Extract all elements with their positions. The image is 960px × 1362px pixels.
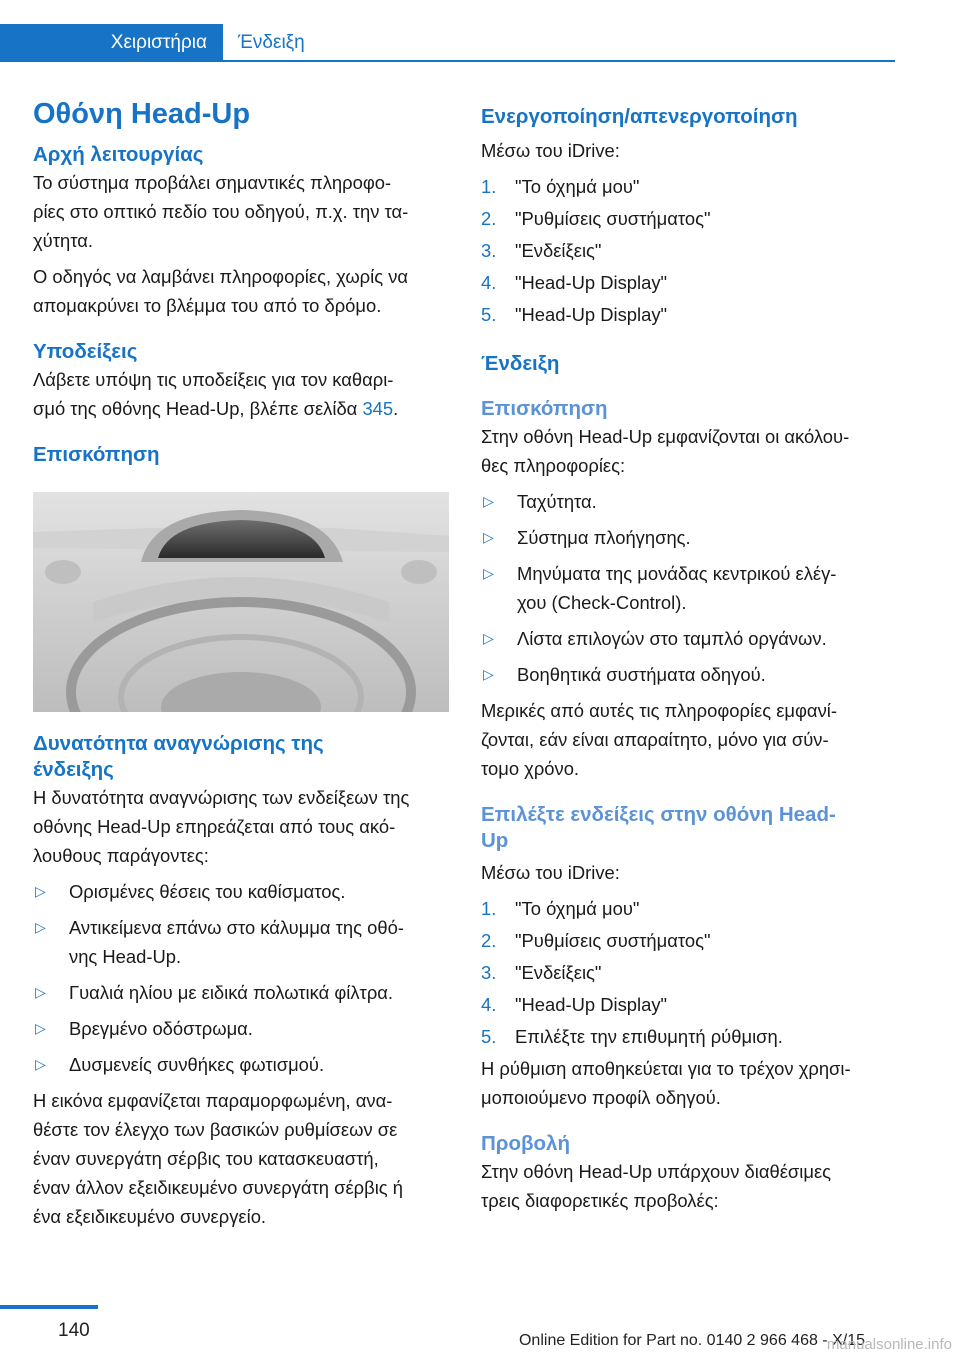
distorted-image-paragraph: Η εικόνα εμφανίζεται παραμορφωμένη, ανα- θέστε τον έλεγχο των βασικών ρυθμίσεων σε έναν συνεργάτη σέρβις του κατασκευαστή, έναν άλλον εξειδικευμένο συνεργάτη σέρβις ή ένα εξειδικευμένο συνεργείο. <box>33 1090 403 1227</box>
notes-heading: Υποδείξεις <box>33 340 138 363</box>
triangle-bullet-icon: ▷ <box>35 883 46 899</box>
triangle-bullet-icon: ▷ <box>35 1056 46 1072</box>
list-item: ▷ Βρεγμένο οδόστρωμα. <box>33 1014 449 1043</box>
visibility-paragraph: Η δυνατότητα αναγνώρισης των ενδείξεων της οθόνης Head-Up επηρεάζεται από τους ακό- λουθους παράγοντες: <box>33 787 410 866</box>
list-item: 1. "Το όχημά μου" <box>481 176 640 197</box>
activate-heading: Ενεργοποίηση/απενεργοποίηση <box>481 105 798 128</box>
visibility-bullet-list <box>33 877 449 1079</box>
tab-display[interactable]: Ένδειξη <box>238 32 305 53</box>
list-item: 5. Επιλέξτε την επιθυμητή ρύθμιση. <box>481 1026 783 1047</box>
triangle-bullet-icon: ▷ <box>483 630 494 646</box>
list-item: ▷ Αντικείμενα επάνω στο κάλυμμα της οθό- νης Head-Up. <box>33 913 449 971</box>
display-info-bullet-list <box>481 487 895 689</box>
dashboard-illustration <box>33 492 449 712</box>
watermark: manualsonline.info <box>826 1336 952 1353</box>
list-item: ▷ Βοηθητικά συστήματα οδηγού. <box>481 660 895 689</box>
footer-divider <box>0 1305 98 1309</box>
list-item: ▷ Ορισμένες θέσεις του καθίσματος. <box>33 877 449 906</box>
left-column <box>33 96 449 1231</box>
header-divider <box>223 60 895 62</box>
page-title: Οθόνη Head-Up <box>33 98 251 130</box>
triangle-bullet-icon: ▷ <box>35 1020 46 1036</box>
list-item: 2. "Ρυθμίσεις συστήματος" <box>481 930 711 951</box>
list-item: 5. "Head-Up Display" <box>481 304 668 325</box>
list-item: ▷ Λίστα επιλογών στο ταμπλό οργάνων. <box>481 624 895 653</box>
selection-steps <box>481 894 895 1051</box>
triangle-bullet-icon: ▷ <box>483 493 494 509</box>
list-item: ▷ Μηνύματα της μονάδας κεντρικού ελέγ- χου (Check-Control). <box>481 559 895 617</box>
page-number: 140 <box>58 1320 90 1341</box>
list-item: 3. "Ενδείξεις" <box>481 962 602 983</box>
some-info-paragraph: Μερικές από αυτές τις πληροφορίες εμφανί- ζονται, εάν είναι απαραίτητο, μόνο για σύν- τομο χρόνο. <box>481 700 837 779</box>
list-item: ▷ Σύστημα πλοήγησης. <box>481 523 895 552</box>
display-overview-paragraph: Στην οθόνη Head-Up εμφανίζονται οι ακόλου- θες πληροφορίες: <box>481 426 850 476</box>
overview-heading: Επισκόπηση <box>33 443 160 466</box>
triangle-bullet-icon: ▷ <box>483 666 494 682</box>
triangle-bullet-icon: ▷ <box>35 984 46 1000</box>
display-overview-heading: Επισκόπηση <box>481 397 608 420</box>
via-idrive-label-2: Μέσω του iDrive: <box>481 862 620 883</box>
principle-paragraph-2: Ο οδηγός να λαμβάνει πληροφορίες, χωρίς να απομακρύνει το βλέμμα του από το δρόμο. <box>33 266 409 316</box>
triangle-bullet-icon: ▷ <box>35 919 46 935</box>
list-item: 3. "Ενδείξεις" <box>481 240 602 261</box>
view-heading: Προβολή <box>481 1132 570 1155</box>
visibility-heading: Δυνατότητα αναγνώρισης της ένδειξης <box>33 732 324 781</box>
list-item: 2. "Ρυθμίσεις συστήματος" <box>481 208 711 229</box>
via-idrive-label: Μέσω του iDrive: <box>481 140 620 161</box>
edition-text: Online Edition for Part no. 0140 2 966 468 - X/15 <box>518 1332 865 1349</box>
tab-controls[interactable]: Χειριστήρια <box>0 24 223 62</box>
list-item: ▷ Δυσμενείς συνθήκες φωτισμού. <box>33 1050 449 1079</box>
view-paragraph: Στην οθόνη Head-Up υπάρχουν διαθέσιμες τρεις διαφορετικές προβολές: <box>481 1161 832 1211</box>
activation-steps <box>481 172 895 329</box>
display-heading: Ένδειξη <box>481 352 560 375</box>
list-item: ▷ Γυαλιά ηλίου με ειδικά πολωτικά φίλτρα. <box>33 978 449 1007</box>
triangle-bullet-icon: ▷ <box>483 565 494 581</box>
head-up-display-photo <box>33 492 449 712</box>
list-item: 4. "Head-Up Display" <box>481 272 668 293</box>
saved-setting-paragraph: Η ρύθμιση αποθηκεύεται για το τρέχον χρησι- μοποιούμενο προφίλ οδηγού. <box>481 1058 851 1108</box>
principle-heading: Αρχή λειτουργίας <box>33 143 204 166</box>
select-displays-heading: Επιλέξτε ενδείξεις στην οθόνη Head- Up <box>481 803 836 852</box>
triangle-bullet-icon: ▷ <box>483 529 494 545</box>
right-column <box>481 96 895 1215</box>
notes-paragraph: Λάβετε υπόψη τις υποδείξεις για τον καθαρι- σμό της οθόνης Head-Up, βλέπε σελίδα 345. <box>33 369 399 419</box>
page-reference-link[interactable]: 345 <box>362 398 394 419</box>
list-item: 1. "Το όχημά μου" <box>481 898 640 919</box>
list-item: 4. "Head-Up Display" <box>481 994 668 1015</box>
list-item: ▷ Ταχύτητα. <box>481 487 895 516</box>
header-bar <box>0 0 960 62</box>
principle-paragraph-1: Το σύστημα προβάλει σημαντικές πληροφο- ρίες στο οπτικό πεδίο του οδηγού, π.χ. την τα- χύτητα. <box>33 172 409 251</box>
